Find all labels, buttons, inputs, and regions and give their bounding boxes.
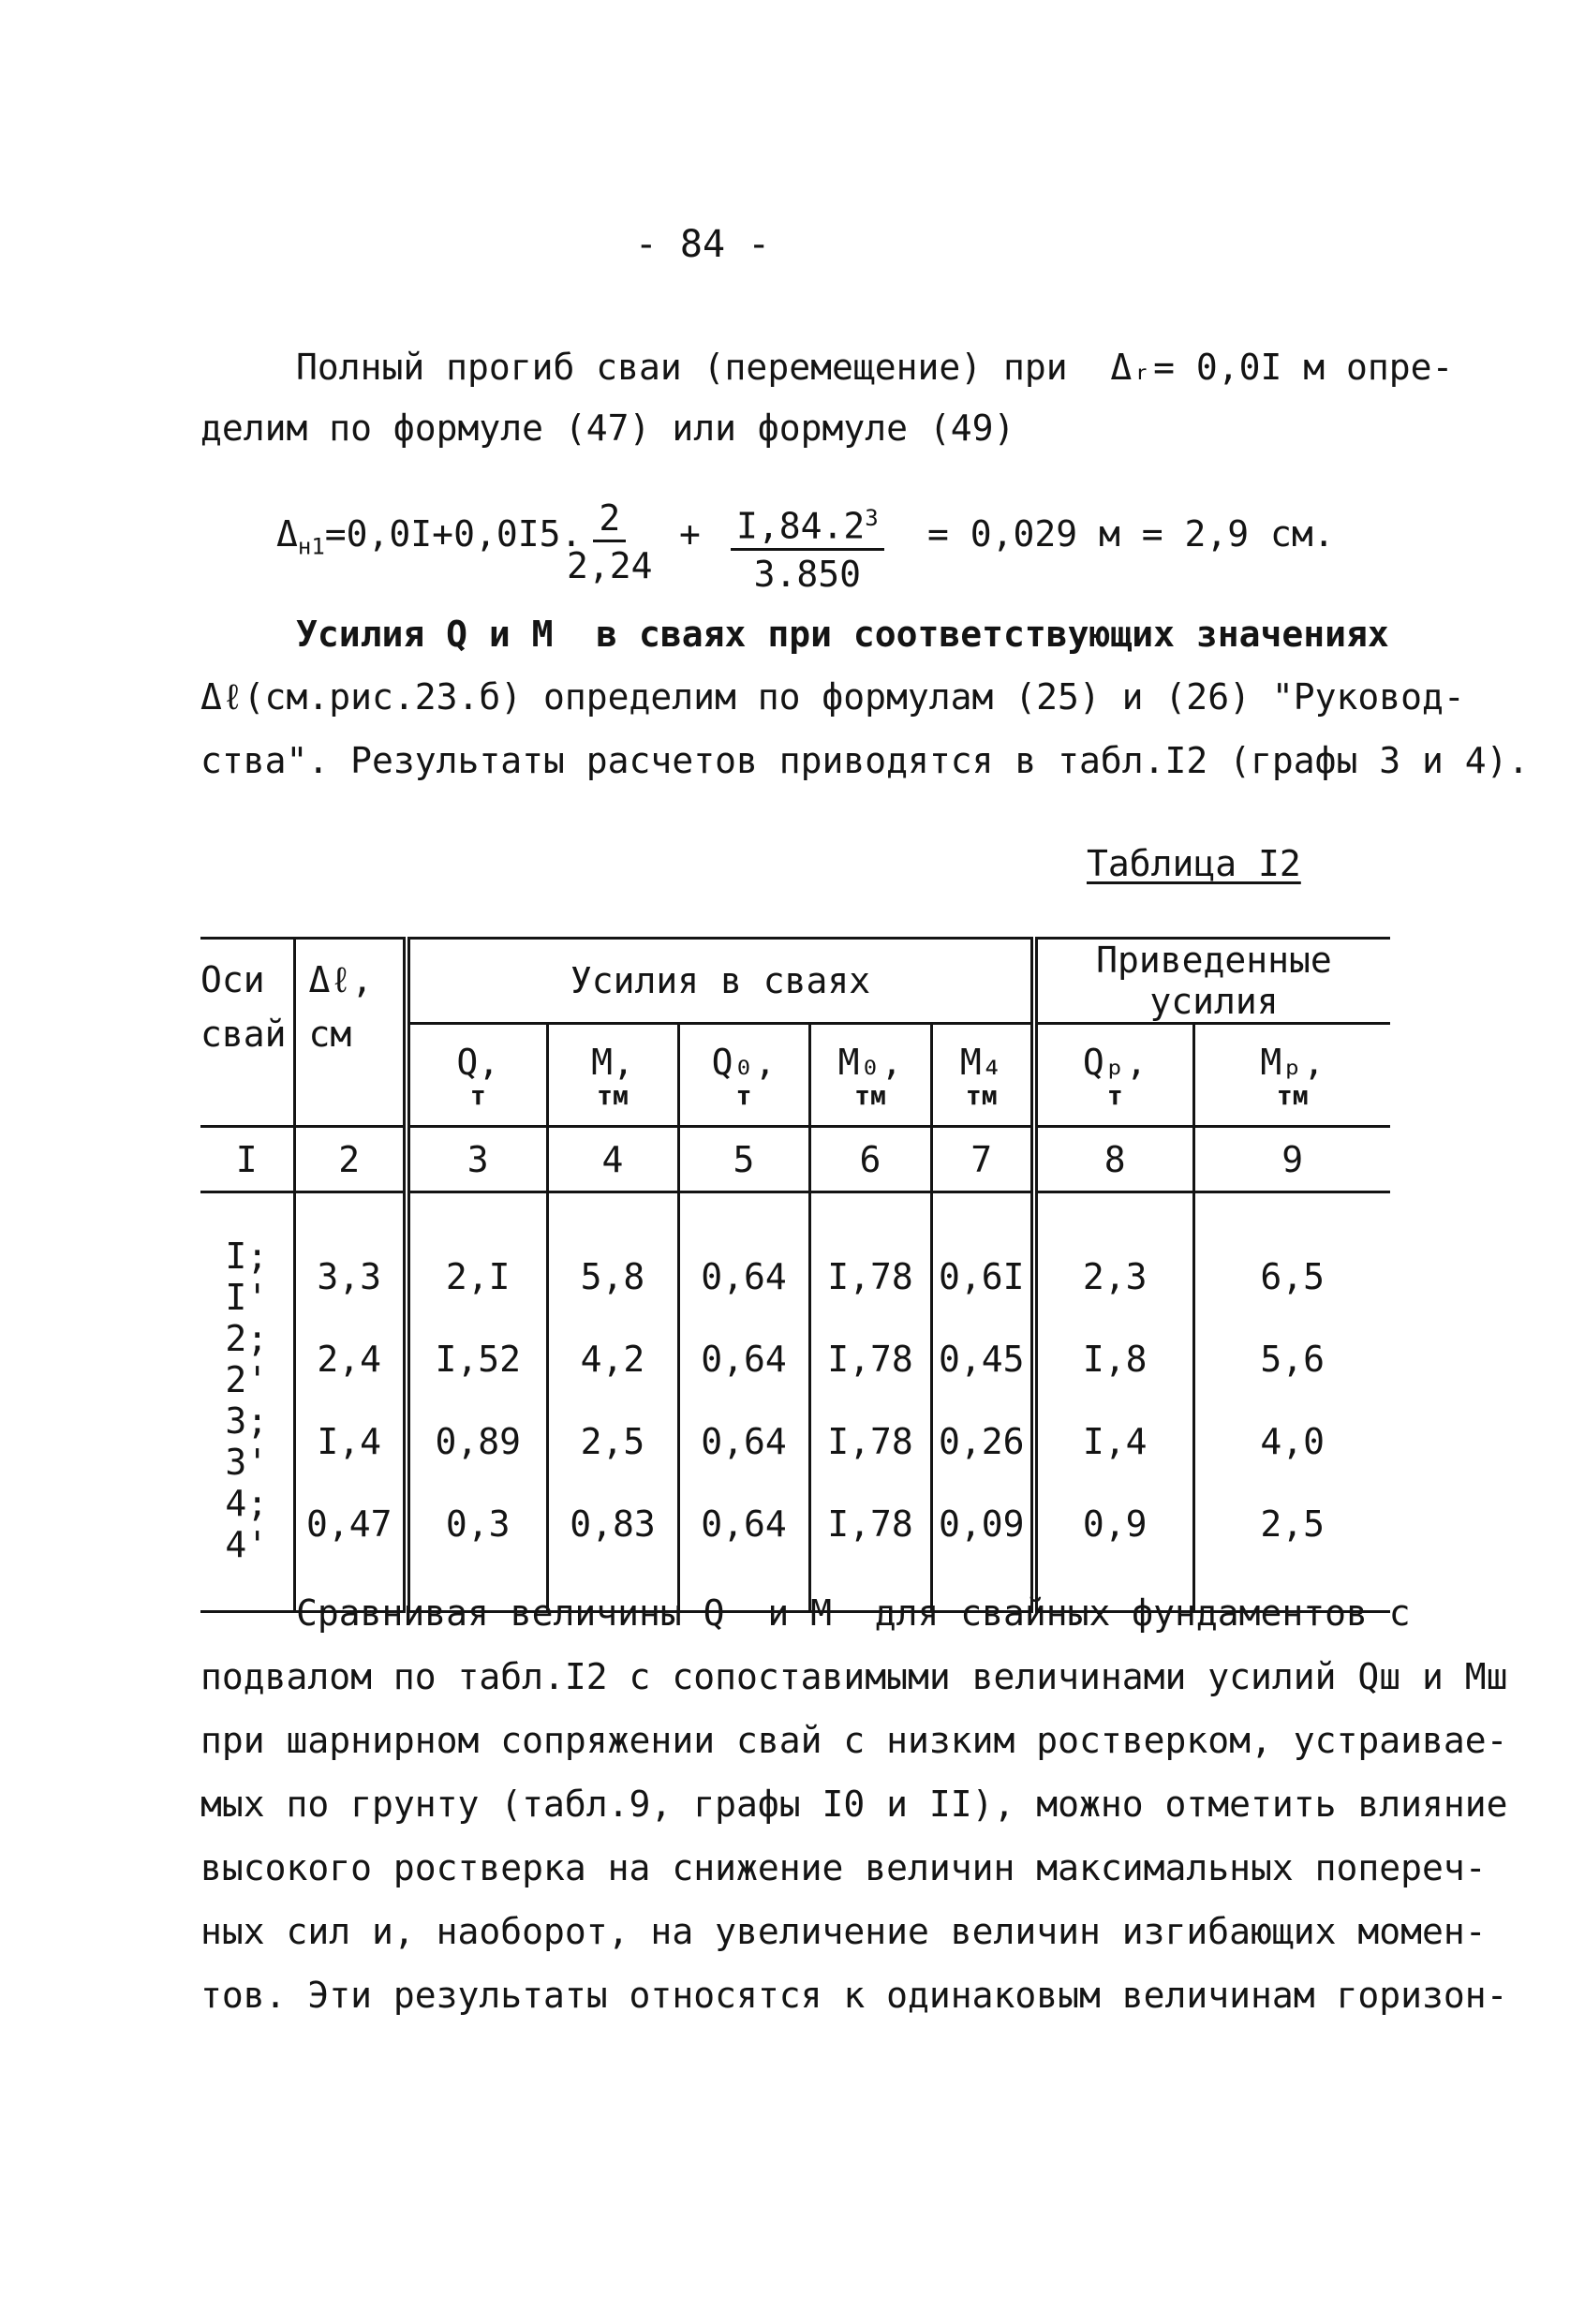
paragraph3-line3: при шарнирном сопряжении свай с низким ростверком, устраивае- — [200, 1720, 1508, 1761]
paragraph3-line6: ных сил и, наоборот, на увеличение величин изгибающих момен- — [200, 1911, 1487, 1952]
paragraph3-line5: высокого ростверка на снижение величин максимальных попереч- — [200, 1847, 1487, 1888]
column-number-row — [200, 1127, 1390, 1192]
header-col-6: M₀, тм — [809, 1024, 931, 1127]
table-cell: 5,6 — [1193, 1318, 1390, 1400]
paragraph2-line2: Δℓ(см.рис.23.б) определим по формулам (25) и (26) "Руковод- — [200, 676, 1465, 718]
paragraph1-line1: Полный прогиб сваи (перемещение) при Δᵣ= 0,0I м опре- — [296, 347, 1454, 388]
col-number: 7 — [931, 1127, 1034, 1192]
paragraph2-line3: ства". Результаты расчетов приводятся в табл.I2 (графы 3 и 4). — [200, 740, 1530, 781]
header-col-8: Qₚ, т — [1034, 1024, 1193, 1127]
table-cell: 6,5 — [1193, 1236, 1390, 1318]
col-number: 9 — [1193, 1127, 1390, 1192]
formula-result: = 0,029 м = 2,9 см. — [927, 513, 1335, 555]
table-cell: I; I' — [225, 1235, 269, 1318]
header-col-5: Q₀, т — [678, 1024, 809, 1127]
table-cell: 4,0 — [1193, 1400, 1390, 1483]
header-forces-group: Усилия в сваях — [407, 939, 1034, 1024]
table-cell: 2,5 — [1193, 1483, 1390, 1565]
table-cell: 0,6I — [931, 1236, 1034, 1318]
table-cell: I,78 — [809, 1400, 931, 1483]
table-cell: 2,4 — [294, 1318, 407, 1400]
col-number: 3 — [407, 1127, 547, 1192]
header-col-4: M, тм — [547, 1024, 678, 1127]
table-cell: 0,09 — [931, 1483, 1034, 1565]
col-number: 4 — [547, 1127, 678, 1192]
paragraph3-line7: тов. Эти результаты относятся к одинаковым величинам горизон- — [200, 1975, 1508, 2016]
table-cell: I,4 — [1034, 1400, 1193, 1483]
table-cell: 4; 4' — [225, 1482, 269, 1565]
table-cell: 0,9 — [1034, 1483, 1193, 1565]
table-cell: I,4 — [294, 1400, 407, 1483]
table-cell: I,78 — [809, 1483, 931, 1565]
formula-fraction-2: $\frac{I,84.2^3}{3.850}$ — [731, 496, 884, 598]
formula-plus: + — [679, 513, 701, 555]
table-cell: 5,8 — [547, 1236, 678, 1318]
deflection-formula — [276, 496, 1400, 600]
header-reduced-group: Приведенные усилия — [1034, 939, 1390, 1024]
table-cell: 0,64 — [678, 1400, 809, 1483]
paragraph2-line1: Усилия Q и M в сваях при соответствующих значениях — [296, 614, 1389, 655]
header-col-7: M₄ тм — [931, 1024, 1034, 1127]
col-number: 2 — [294, 1127, 407, 1192]
header-delta: Δℓ, см — [294, 939, 407, 1127]
table-cell: 0,26 — [931, 1400, 1034, 1483]
page-number: - 84 - — [634, 223, 771, 266]
col-number: 6 — [809, 1127, 931, 1192]
table-cell: 3; 3' — [225, 1399, 269, 1483]
header-col-3: Q, т — [407, 1024, 547, 1127]
header-col-9: Mₚ, тм — [1193, 1024, 1390, 1127]
table-cell: I,8 — [1034, 1318, 1193, 1400]
table-cell: I,78 — [809, 1236, 931, 1318]
table-cell: 3,3 — [294, 1236, 407, 1318]
formula-lhs: $\Delta_{н1}=0,0I+0,0I5$. — [276, 513, 583, 560]
table-cell: 0,64 — [678, 1236, 809, 1318]
table-cell: 0,45 — [931, 1318, 1034, 1400]
header-axes: Оси свай — [200, 959, 287, 1055]
table-cell: 0,83 — [547, 1483, 678, 1565]
col-number: 8 — [1034, 1127, 1193, 1192]
table-cell: 0,89 — [407, 1400, 547, 1483]
table-cell: 2,3 — [1034, 1236, 1193, 1318]
col-number: 5 — [678, 1127, 809, 1192]
table-row — [200, 1483, 1390, 1565]
paragraph3-line2: подвалом по табл.I2 с сопоставимыми величинами усилий Qш и Mш — [200, 1656, 1508, 1697]
table-cell: 0,64 — [678, 1318, 809, 1400]
col-number: I — [235, 1138, 258, 1180]
table-row — [200, 1318, 1390, 1400]
table-cell: 0,3 — [407, 1483, 547, 1565]
table-cell: 2; 2' — [225, 1317, 269, 1400]
paragraph1-line2: делим по формуле (47) или формуле (49) — [200, 407, 1015, 449]
results-table — [200, 937, 1390, 1613]
table-cell: 0,47 — [294, 1483, 407, 1565]
paragraph3-line4: мых по грунту (табл.9, графы I0 и II), можно отметить влияние — [200, 1784, 1508, 1825]
table-cell: 0,64 — [678, 1483, 809, 1565]
table-cell: I,52 — [407, 1318, 547, 1400]
table-row — [200, 1236, 1390, 1318]
table-cell: 4,2 — [547, 1318, 678, 1400]
table-title: Таблица I2 — [1087, 843, 1301, 884]
table-cell: I,78 — [809, 1318, 931, 1400]
table-cell: 2,I — [407, 1236, 547, 1318]
formula-fraction-1: $\frac{2}{2,24}$ — [567, 497, 653, 586]
paragraph3-line1: Сравнивая величины Q и M для свайных фундаментов с — [296, 1592, 1411, 1634]
table-row — [200, 1400, 1390, 1483]
table-cell: 2,5 — [547, 1400, 678, 1483]
